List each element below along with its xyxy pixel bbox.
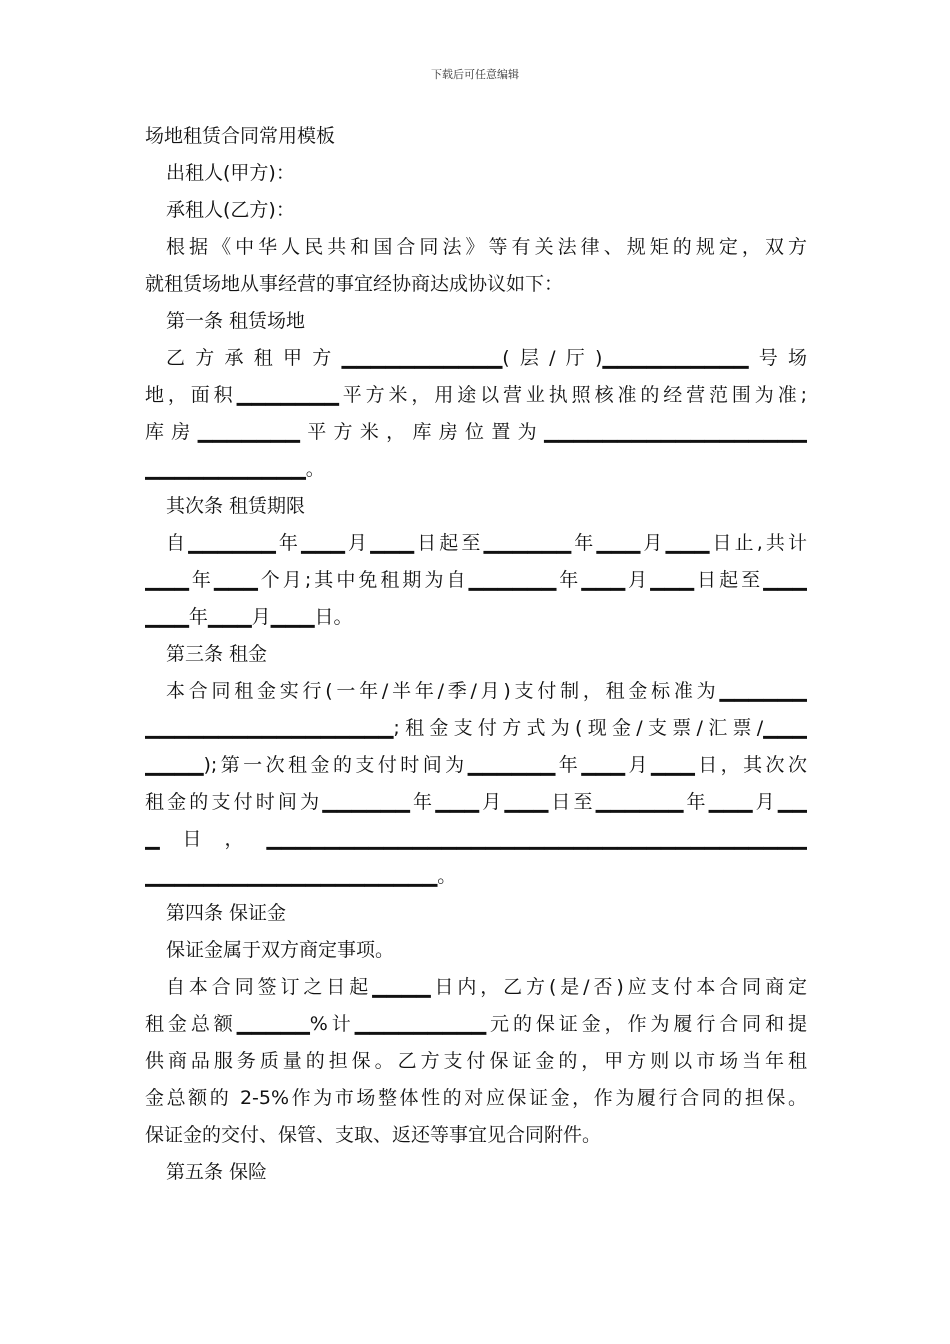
paragraph-line: 本合同租金实行(一年/半年/季/月)支付制，租金标准为▁▁▁▁▁▁ (166, 680, 807, 702)
paragraph-line: ▁▁▁▁▁▁▁▁▁▁▁▁▁▁▁▁▁;租金支付方式为(现金/支票/汇票/▁▁▁ (145, 717, 807, 739)
lessee-line: 承租人(乙方)： (166, 199, 295, 221)
paragraph-line: 地，面积▁▁▁▁▁▁▁平方米，用途以营业执照核准的经营范围为准; (145, 384, 807, 406)
paragraph-line: ▁▁▁年▁▁▁个月;其中免租期为自▁▁▁▁▁▁年▁▁▁月▁▁▁日起至▁▁▁ (145, 569, 807, 591)
section-heading: 第五条 保险 (166, 1161, 268, 1183)
paragraph-line: 乙方承租甲方▁▁▁▁▁▁▁▁▁▁▁(层/厅)▁▁▁▁▁▁▁▁▁▁号场 (166, 347, 807, 369)
paragraph-line: ▁▁▁▁▁▁▁▁▁▁▁▁▁▁▁▁▁▁▁▁。 (145, 865, 457, 887)
document-body (145, 118, 807, 1191)
section-heading: 其次条 租赁期限 (166, 495, 306, 517)
lessor-line: 出租人(甲方)： (166, 162, 295, 184)
paragraph-line: 租金总额▁▁▁▁▁%计▁▁▁▁▁▁▁▁▁元的保证金，作为履行合同和提 (145, 1013, 807, 1035)
document-title: 场地租赁合同常用模板 (145, 125, 336, 147)
section-heading: 第三条 租金 (166, 643, 268, 665)
paragraph-line: 保证金的交付、保管、支取、返还等事宜见合同附件。 (145, 1124, 602, 1146)
paragraph-line: ▁日，▁▁▁▁▁▁▁▁▁▁▁▁▁▁▁▁▁▁▁▁▁▁▁▁▁▁▁▁▁▁▁▁▁▁▁▁▁ (145, 828, 807, 850)
page-header: 下载后可任意编辑 (431, 68, 519, 81)
paragraph-line: ▁▁▁▁▁▁▁▁▁▁▁。 (145, 458, 325, 480)
paragraph-line: 自▁▁▁▁▁▁年▁▁▁月▁▁▁日起至▁▁▁▁▁▁年▁▁▁月▁▁▁日止,共计 (166, 532, 807, 554)
paragraph-line: 根据《中华人民共和国合同法》等有关法律、规矩的规定，双方 (166, 236, 807, 258)
paragraph-line: 供商品服务质量的担保。乙方支付保证金的，甲方则以市场当年租 (145, 1050, 807, 1072)
paragraph-line: 库房▁▁▁▁▁▁▁平方米，库房位置为▁▁▁▁▁▁▁▁▁▁▁▁▁▁▁▁▁▁ (145, 421, 807, 443)
paragraph-line: 金总额的 2-5%作为市场整体性的对应保证金，作为履行合同的担保。 (145, 1087, 807, 1109)
paragraph-line: ▁▁▁年▁▁▁月▁▁▁日。 (145, 606, 353, 628)
paragraph-line: 就租赁场地从事经营的事宜经协商达成协议如下： (145, 273, 564, 295)
paragraph-line: 自本合同签订之日起▁▁▁▁日内，乙方(是/否)应支付本合同商定 (166, 976, 807, 998)
paragraph-line: 保证金属于双方商定事项。 (166, 939, 395, 961)
paragraph-line: 租金的支付时间为▁▁▁▁▁▁年▁▁▁月▁▁▁日至▁▁▁▁▁▁年▁▁▁月▁▁ (145, 791, 807, 813)
section-heading: 第一条 租赁场地 (166, 310, 306, 332)
section-heading: 第四条 保证金 (166, 902, 287, 924)
paragraph-line: ▁▁▁▁);第一次租金的支付时间为▁▁▁▁▁▁年▁▁▁月▁▁▁日，其次次 (145, 754, 807, 776)
